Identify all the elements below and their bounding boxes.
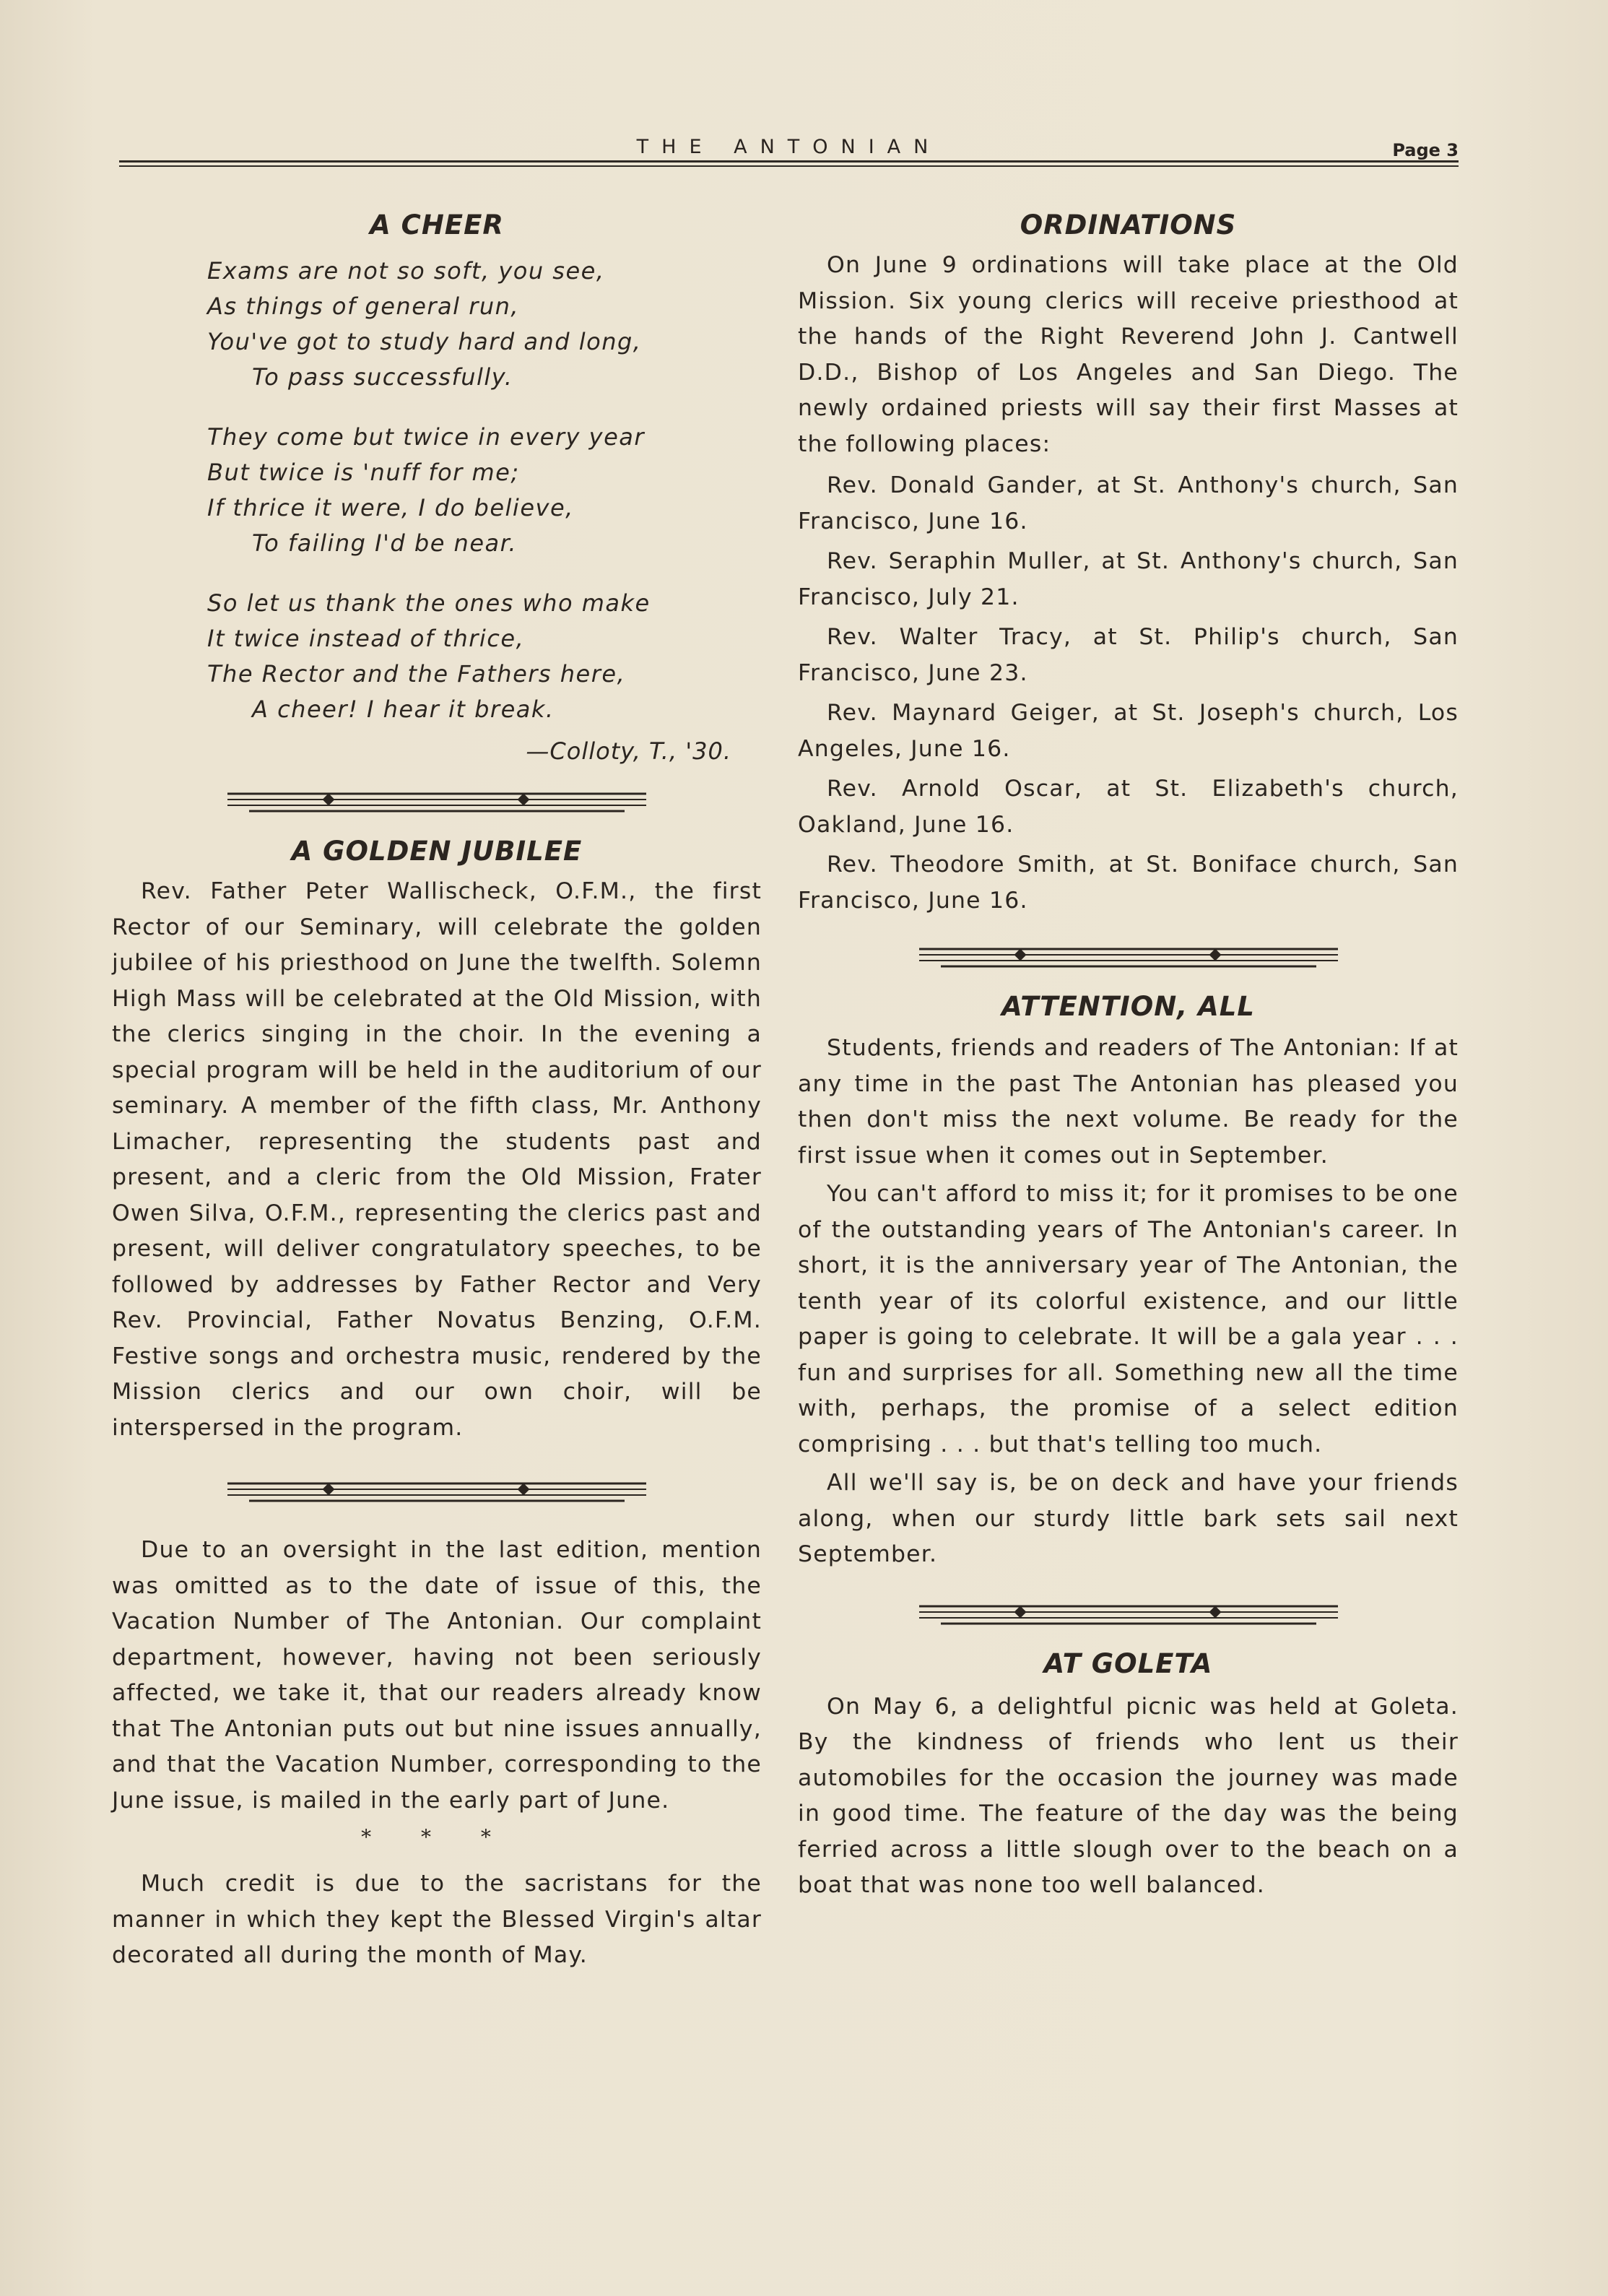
attention-paragraph: All we'll say is, be on deck and have your friends along, when our sturdy little bark sets sail next September. [798,1470,1459,1567]
ordination-item: Rev. Donald Gander, at St. Anthony's church, San Francisco, June 16. [798,472,1459,534]
poem-line: To pass successfully. [252,363,513,391]
jubilee-heading: A GOLDEN JUBILEE [291,836,583,867]
poem-line: As things of general run, [207,293,520,320]
poem-line: The Rector and the Fathers here, [207,660,626,688]
masthead [119,131,1459,169]
ordination-item: Rev. Arnold Oscar, at St. Elizabeth's church, Oakland, June 16. [798,776,1459,838]
ordination-item: Rev. Walter Tracy, at St. Philip's church, San Francisco, June 23. [798,624,1459,686]
section-divider-ornament [227,785,646,821]
oversight-article [112,1533,762,1974]
attention-article [798,1031,1459,1573]
credit-paragraph: Much credit is due to the sacristans for the manner in which they kept the Blessed Virgin's altar decorated all during the month of May. [112,1871,762,1968]
right-column [798,209,1459,1904]
ordinations-article [798,248,1459,919]
attention-paragraph: Students, friends and readers of The Antonian: If at any time in the past The Antonian has pleased you then don't miss the next volume. Be ready for the first issue when it comes out in September. [798,1035,1459,1169]
left-column [112,209,762,1974]
poem-line: To failing I'd be near. [252,529,518,557]
attention-paragraph: You can't afford to miss it; for it promises to be one of the outstanding years of The Antonian's career. In short, it is the anniversary year of The Antonian, the tenth year of its colorful existence, and our little paper is going to celebrate. It will be a gala year . . . fun and surprises for all. Something new all the time with, perhaps, the promise of a select edition comprising . . . but that's telling too much. [798,1181,1459,1457]
poem-stanza [207,586,762,727]
goleta-heading: AT GOLETA [1043,1647,1213,1679]
masthead-rule [119,160,1459,163]
poem-line: It twice instead of thrice, [207,625,525,652]
ordinations-heading: ORDINATIONS [1020,209,1237,241]
masthead-title: THE ANTONIAN [636,136,942,158]
goleta-paragraph: On May 6, a delightful picnic was held at Goleta. By the kindness of friends who lent us their automobiles for the occasion the journey was made in good time. The feature of the day was the being ferried across a little slough over to the beach on a boat that was none too well balanced. [798,1693,1459,1898]
poem-line: If thrice it were, I do believe, [207,494,574,521]
ordinations-intro: On June 9 ordinations will take place at the Old Mission. Six young clerics will receive priesthood at the hands of the Right Reverend John J. Cantwell D.D., Bishop of Los Angeles and San Diego. The newly ordained priests will say their first Masses at the following places: [798,252,1459,457]
poem-line: So let us thank the ones who make [207,589,651,617]
masthead-rule-thin [119,165,1459,167]
poem-line: Exams are not so soft, you see, [207,257,605,285]
section-divider-ornament [919,1598,1338,1634]
ordination-item: Rev. Seraphin Muller, at St. Anthony's church, San Francisco, July 21. [798,548,1459,610]
goleta-article [798,1689,1459,1904]
cheer-poem [207,254,762,727]
poem-line: But twice is 'nuff for me; [207,459,520,486]
poem-attribution: —Colloty, T., '30. [526,737,731,765]
jubilee-paragraph: Rev. Father Peter Wallischeck, O.F.M., the first Rector of our Seminary, will celebrate the golden jubilee of his priesthood on June the twelfth. Solemn High Mass will be celebrated at the Old Mission, with the clerics singing in the choir. In the evening a special program will be held in the auditorium of our seminary. A member of the fifth class, Mr. Anthony Limacher, representing the students past and present, and a cleric from the Old Mission, Frater Owen Silva, O.F.M., representing the clerics past and present, will deliver congratulatory speeches, to be followed by addresses by Father Rector and Very Rev. Provincial, Father Novatus Benzing, O.F.M. Festive songs and orchestra music, rendered by the Mission clerics and our own choir, will be interspersed in the program. [112,878,762,1441]
poem-stanza [207,420,762,561]
poem-line: You've got to study hard and long, [207,328,642,355]
poem-line: They come but twice in every year [207,423,646,451]
attention-heading: ATTENTION, ALL [1001,991,1255,1022]
poem-line: A cheer! I hear it break. [252,696,555,723]
ordination-item: Rev. Theodore Smith, at St. Boniface church, San Francisco, June 16. [798,852,1459,914]
ordination-item: Rev. Maynard Geiger, at St. Joseph's church, Los Angeles, June 16. [798,700,1459,762]
poem-stanza [207,254,762,395]
oversight-paragraph: Due to an oversight in the last edition, mention was omitted as to the date of issue of this, the Vacation Number of The Antonian. Our complaint department, however, having not been seriously affected, we take it, that our readers already know that The Antonian puts out but nine issues annually, and that the Vacation Number, corresponding to the June issue, is mailed in the early part of June. [112,1537,762,1814]
cheer-heading: A CHEER [370,209,504,241]
paragraph-separator: * * * [361,1825,513,1849]
section-divider-ornament [227,1475,646,1511]
page-number: Page 3 [1392,140,1459,160]
jubilee-article [112,874,762,1446]
section-divider-ornament [919,940,1338,976]
